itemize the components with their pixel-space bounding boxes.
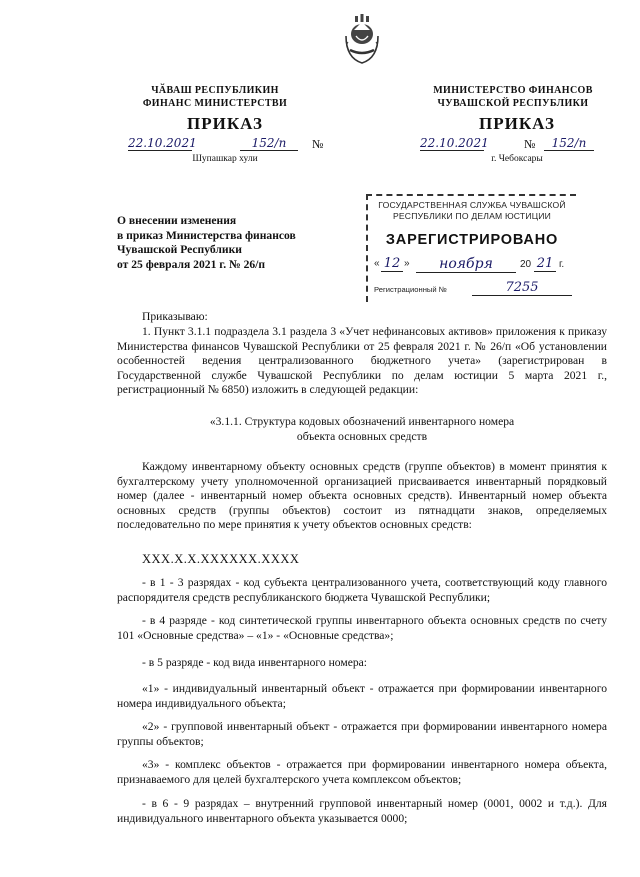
stamp-line2: РЕСПУБЛИКИ ПО ДЕЛАМ ЮСТИЦИИ xyxy=(392,211,552,221)
list-item-2: - в 4 разряде - код синтетической группы инвентарного объекта основных средств по счету 101 «Основные средства» – «1» - «Основные средства»; xyxy=(117,614,607,642)
subject-line1: О внесении изменения xyxy=(117,214,237,227)
left-number-sign: № xyxy=(312,137,324,151)
right-date-handwritten: 22.10.2021 xyxy=(420,136,489,150)
registration-stamp xyxy=(366,194,576,302)
paragraph-1: 1. Пункт 3.1.1 подраздела 3.1 раздела 3 «Учет нефинансовых активов» приложения к приказу Министерства финансов Чувашской Республики от 25 февраля 2021 г. № 26/п «Об установлении особенностей ведения централизованного бюджетного учета» (зарегистрирован в Государственной службе Чувашской Республики по делам юстиции 5 марта 2021 г., регистрационный № 6850) изложить в следующей редакции: xyxy=(117,325,607,397)
header-left-line1: ЧӐВАШ РЕСПУБЛИКИН xyxy=(151,85,279,96)
stamp-year-prefix: 20 xyxy=(520,259,532,270)
left-date-handwritten: 22.10.2021 xyxy=(128,136,197,150)
header-right-line2: ЧУВАШСКОЙ РЕСПУБЛИКИ xyxy=(437,98,589,109)
section-heading xyxy=(117,415,607,444)
header-right-ministry xyxy=(428,84,598,110)
section-heading-line2: объекта основных средств xyxy=(296,429,428,443)
stamp-year-handwritten: 21 xyxy=(534,256,556,272)
subject-line4: от 25 февраля 2021 г. № 26/п xyxy=(117,257,266,271)
paragraph-2: Каждому инвентарному объекту основных средств (группе объектов) в момент принятия к бухгалтерскому учету уполномоченной организацией присваивается инвентарный порядковый номер (далее - инвентарный номер объекта основных средств). Инвентарный номер объекта основных средств (группы объектов) состоит из пятнадцати знаков, определяемых последовательно по мере принятия к учету объектов основных средств: xyxy=(117,460,607,532)
list-item-6: «3» - комплекс объектов - отражается при формировании инвентарного номера объекта, признаваемого для целей бухгалтерского учета комплексом объектов; xyxy=(117,758,607,786)
right-date-number-row xyxy=(420,136,620,156)
list-item-7: - в 6 - 9 разрядах – внутренний групповой инвентарный номер (0001, 0002 и т.д.). Для индивидуального инвентарного объекта указывается 0000; xyxy=(117,797,607,825)
right-city: г. Чебоксары xyxy=(491,154,543,164)
list-item-1: - в 1 - 3 разрядах - код субъекта централизованного учета, соответствующий коду главного распорядителя средств республиканского бюджета Чувашской Республики; xyxy=(117,576,607,604)
list-item-5: «2» - групповой инвентарный объект - отражается при формировании инвентарного номера группы объектов; xyxy=(117,720,607,748)
right-number-handwritten: 152/п xyxy=(544,136,594,151)
header-left-ministry xyxy=(130,84,300,110)
header-right-line1: МИНИСТЕРСТВО ФИНАНСОВ xyxy=(433,85,593,96)
stamp-reg-number-handwritten: 7255 xyxy=(472,280,572,296)
emblem-icon xyxy=(340,6,384,66)
coat-of-arms-emblem xyxy=(340,6,384,66)
stamp-registered: ЗАРЕГИСТРИРОВАНО xyxy=(385,232,559,248)
stamp-date-row xyxy=(374,256,574,274)
subject-line2: в приказ Министерства финансов xyxy=(117,228,296,242)
stamp-quote-open: « xyxy=(374,258,380,269)
stamp-quote-close: » xyxy=(404,258,410,269)
stamp-reg-label: Регистрационный № xyxy=(374,285,447,294)
stamp-line1: ГОСУДАРСТВЕННАЯ СЛУЖБА ЧУВАШСКОЙ xyxy=(378,200,566,210)
order-word: Приказываю: xyxy=(142,310,208,323)
stamp-day-handwritten: 12 xyxy=(381,256,403,272)
left-number-handwritten: 152/п xyxy=(240,136,298,151)
list-item-4: «1» - индивидуальный инвентарный объект - отражается при формировании инвентарного номера индивидуального объекта; xyxy=(117,682,607,710)
order-title-right: ПРИКАЗ xyxy=(479,114,555,133)
left-date-number-row xyxy=(128,136,338,156)
stamp-year-suffix: г. xyxy=(559,259,565,270)
code-mask: XXX.X.X.XXXXXX.XXXX xyxy=(142,552,300,566)
order-title-left: ПРИКАЗ xyxy=(187,114,263,133)
stamp-reg-row xyxy=(374,280,574,298)
stamp-month-handwritten: ноября xyxy=(416,256,516,273)
list-item-3: - в 5 разряде - код вида инвентарного номера: xyxy=(142,656,368,669)
right-number-sign: № xyxy=(524,137,536,151)
header-left-line2: ФИНАНС МИНИСТЕРСТВИ xyxy=(142,98,288,109)
subject-line3: Чувашской Республики xyxy=(117,243,242,257)
section-heading-line1: «3.1.1. Структура кодовых обозначений инвентарного номера xyxy=(209,415,515,428)
subject-block xyxy=(117,214,357,272)
left-city: Шупашкар хули xyxy=(192,154,258,164)
